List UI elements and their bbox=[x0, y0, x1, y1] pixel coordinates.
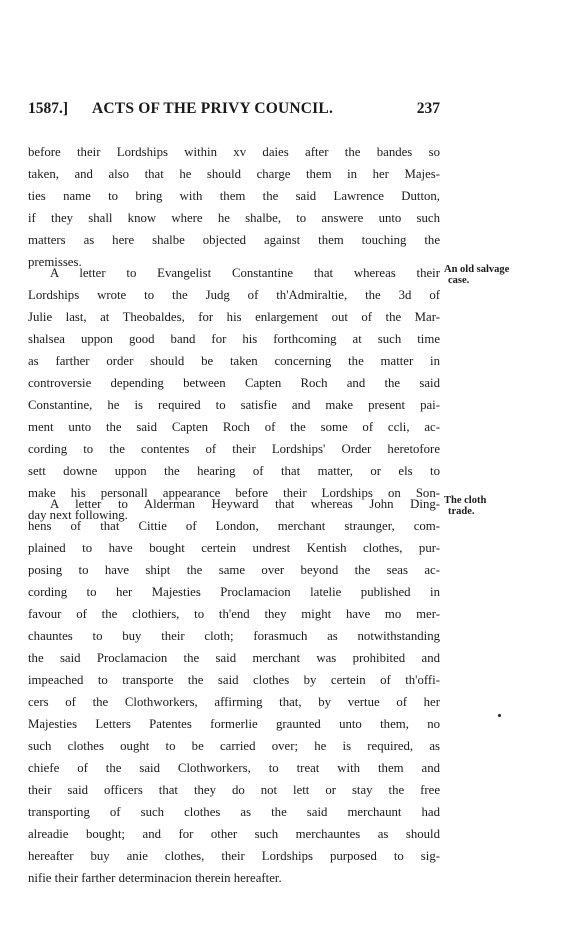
text-line: cording to the contentes of their Lordships' Order heretofore bbox=[28, 442, 440, 456]
text-line: A letter to Evangelist Constantine that whereas their bbox=[50, 266, 440, 280]
margin-mark bbox=[498, 714, 501, 717]
text-line: hereafter buy anie clothes, their Lordships purposed to sig- bbox=[28, 849, 440, 863]
text-line: nifie their farther determinacion therein hereafter. bbox=[28, 871, 282, 885]
text-line: premisses. bbox=[28, 255, 82, 269]
text-line: plained to have bought certein undrest Kentish clothes, pur- bbox=[28, 541, 440, 555]
text-line: cording to her Majesties Proclamacion latelie published in bbox=[28, 585, 440, 599]
text-line: make his personall appearance before their Lordships on Son- bbox=[28, 486, 440, 500]
text-line: alreadie bought; and for other such merchauntes as should bbox=[28, 827, 440, 841]
text-line: taken, and also that he should charge them in her Majes- bbox=[28, 167, 440, 181]
text-line: chiefe of the said Clothworkers, to treat with them and bbox=[28, 761, 440, 775]
side-note-cloth-trade bbox=[444, 495, 554, 517]
text-line: favour of the clothiers, to th'end they might have mo mer- bbox=[28, 607, 440, 621]
header-title: ACTS OF THE PRIVY COUNCIL. bbox=[92, 100, 334, 117]
text-line: as farther order should be taken concerning the matter in bbox=[28, 354, 440, 368]
text-line: controversie depending between Capten Roch and the said bbox=[28, 376, 440, 390]
text-line: sett downe uppon the hearing of that matter, or els to bbox=[28, 464, 440, 478]
header-year: 1587.] bbox=[28, 100, 69, 117]
side-note-line: The cloth bbox=[444, 495, 487, 506]
text-line: A letter to Alderman Heyward that whereas John Ding- bbox=[50, 497, 440, 511]
text-line: cers of the Clothworkers, affirming that, by vertue of her bbox=[28, 695, 440, 709]
text-line: ment unto the said Capten Roch of the some of ccli, ac- bbox=[28, 420, 440, 434]
text-line: if they shall know where he shalbe, to answere unto such bbox=[28, 211, 440, 225]
text-line: such clothes ought to be carried over; he is required, as bbox=[28, 739, 440, 753]
paragraph-continuation bbox=[28, 141, 440, 273]
side-note-line: An old salvage bbox=[444, 264, 510, 275]
paragraph-heyward-letter bbox=[28, 493, 440, 889]
text-line: day next following. bbox=[28, 508, 128, 522]
text-line: Lordships wrote to the Judg of th'Admiraltie, the 3d of bbox=[28, 288, 440, 302]
text-line: shalsea uppon good band for his forthcoming at such time bbox=[28, 332, 440, 346]
page-number: 237 bbox=[416, 100, 440, 117]
text-line: ties name to bring with them the said Lawrence Dutton, bbox=[28, 189, 440, 203]
text-line: impeached to transporte the said clothes by certein of th'offi- bbox=[28, 673, 440, 687]
text-line: Constantine, he is required to satisfie and make present pai- bbox=[28, 398, 440, 412]
text-line: Majesties Letters Patentes formerlie graunted unto them, no bbox=[28, 717, 440, 731]
text-line: their said officers that they do not lett or stay the free bbox=[28, 783, 440, 797]
text-line: chauntes to buy their cloth; forasmuch as notwithstanding bbox=[28, 629, 440, 643]
page-header bbox=[28, 100, 440, 126]
side-note-salvage-case bbox=[444, 264, 554, 286]
side-note-line: case. bbox=[448, 275, 470, 286]
text-line: before their Lordships within xv daies after the bandes so bbox=[28, 145, 440, 159]
text-line: transporting of such clothes as the said merchaunt had bbox=[28, 805, 440, 819]
side-note-line: trade. bbox=[448, 506, 475, 517]
text-line: hens of that Cittie of London, merchant straunger, com- bbox=[28, 519, 440, 533]
text-line: posing to have shipt the same over beyond the seas ac- bbox=[28, 563, 440, 577]
text-line: the said Proclamacion the said merchant was prohibited and bbox=[28, 651, 440, 665]
text-line: matters as here shalbe objected against them touching the bbox=[28, 233, 440, 247]
paragraph-constantine-letter bbox=[28, 262, 440, 526]
text-line: Julie last, at Theobaldes, for his enlargement out of the Mar- bbox=[28, 310, 440, 324]
